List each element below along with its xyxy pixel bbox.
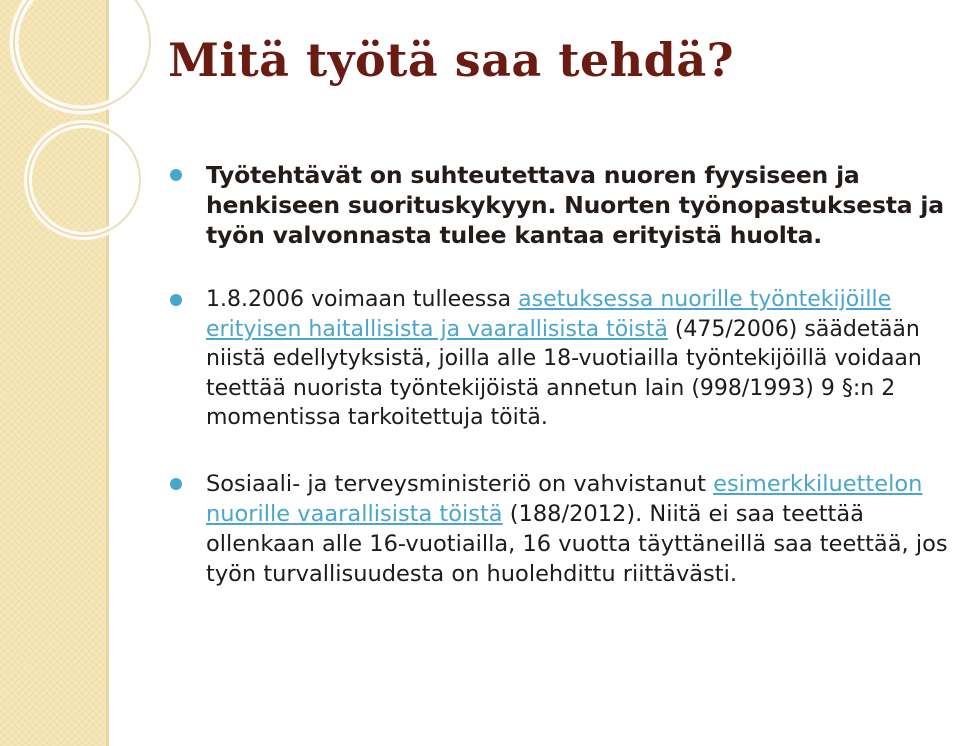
bullet-item-ministry-list <box>166 469 956 589</box>
bullet-dot-icon <box>170 478 182 490</box>
bullet-text-before: Sosiaali- ja terveysministeriö on vahvistanut <box>206 470 714 497</box>
bullet-list <box>166 160 956 589</box>
slide-title: Mitä työtä saa tehdä? <box>168 33 735 87</box>
bullet-text-after: (475/2006) säädetään niistä edellytyksistä, joilla alle 18-vuotiailla työntekijöillä voidaan teettää nuorista työntekijöistä annetun lain (998/1993) 9 §:n 2 momentissa tarkoitettuja töitä. <box>206 316 922 430</box>
bullet-item-decree <box>166 285 956 433</box>
bullet-item-work-tasks <box>166 160 956 250</box>
bullet-text: Työtehtävät on suhteutettava nuoren fyysiseen ja henkiseen suorituskykyyn. Nuorten työnopastuksesta ja työn valvonnasta tulee kantaa erityistä huolta. <box>206 161 944 249</box>
bullet-dot-icon <box>170 294 182 306</box>
decree-link[interactable]: asetuksessa nuorille työntekijöille erityisen haitallisista ja vaarallisista töistä <box>206 287 892 342</box>
bullet-text-after: (188/2012). Niitä ei saa teettää ollenkaan alle 16-vuotiailla, 16 vuotta täyttäneillä saa teettää, jos työn turvallisuudesta on huolehdittu riittävästi. <box>206 500 948 587</box>
bullet-dot-icon <box>170 169 182 181</box>
bullet-text-before: 1.8.2006 voimaan tulleessa <box>206 287 519 312</box>
example-list-link[interactable]: esimerkkiluettelon nuorille vaarallisista töistä <box>206 470 923 527</box>
decorative-rings <box>0 0 160 260</box>
